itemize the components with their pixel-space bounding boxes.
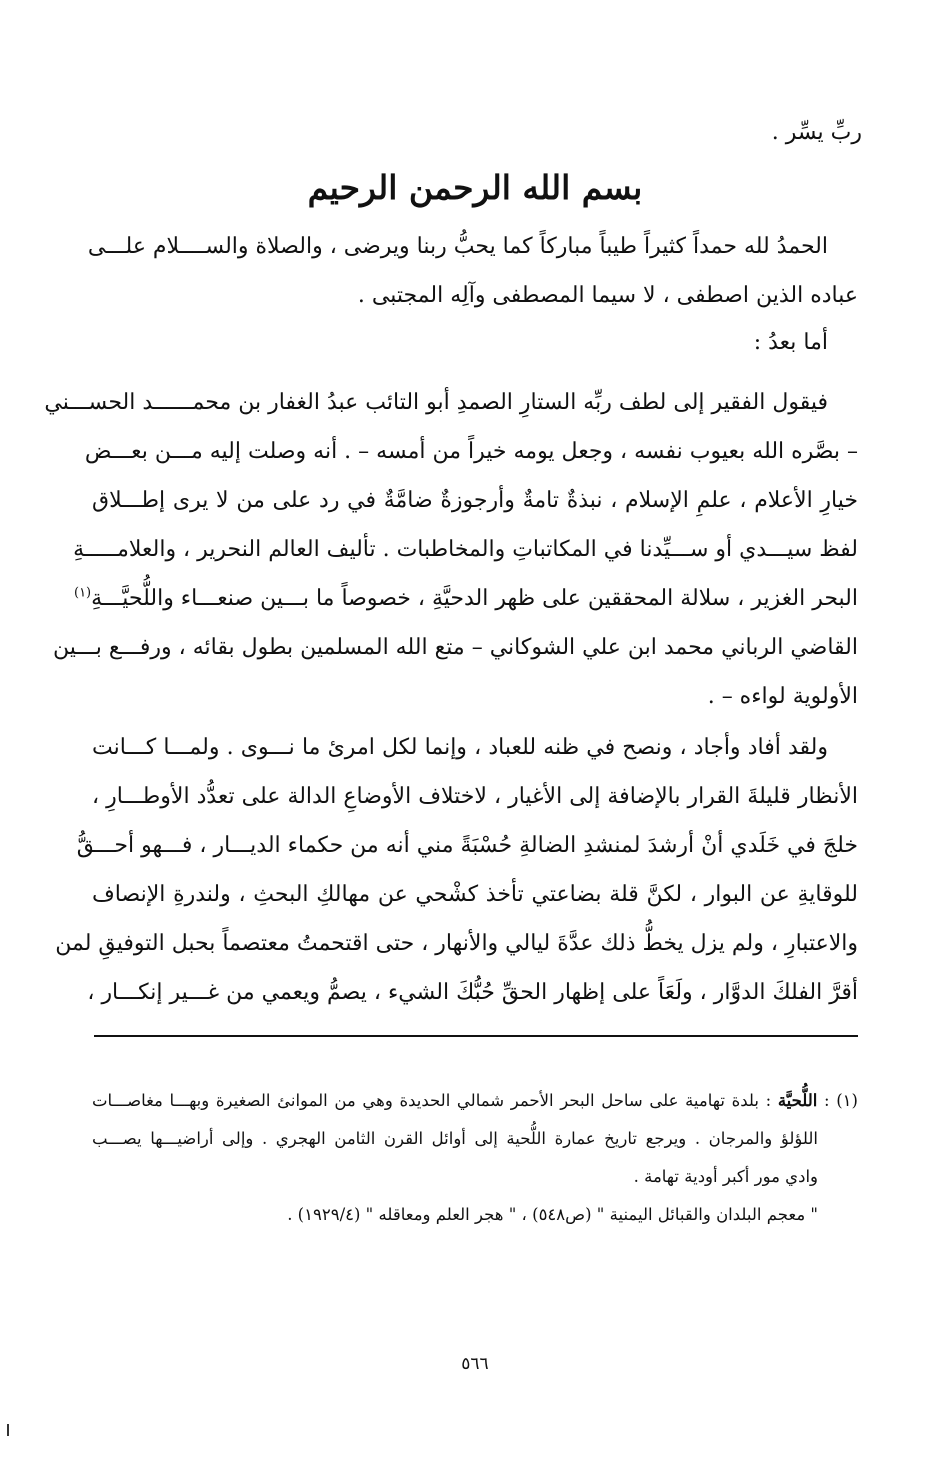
text-line: الأنظار قليلةَ القرار بالإضافة إلى الأغيار ، لاختلاف الأوضاعِ الدالة على تعدُّد الأوطـــارِ ، xyxy=(92,784,858,809)
text-line: الأولوية لواءه – . xyxy=(707,684,858,709)
footnote-line: اللؤلؤ والمرجان . ويرجع تاريخ عمارة اللُّحية إلى أوائل القرن الثامن الهجري . وإلى أراضيـــها يصـــب xyxy=(92,1129,818,1148)
opening-prayer: ربِّ يسِّر . xyxy=(771,120,862,145)
main-paragraph-2 xyxy=(55,723,858,1017)
footnote-marker[interactable]: (١) xyxy=(73,585,92,601)
text-line: ولقد أفاد وأجاد ، ونصح في ظنه للعباد ، وإنما لكل امرئ ما نـــوى . ولمـــا كـــانت xyxy=(92,735,828,760)
footnote-source: " معجم البلدان والقبائل اليمنية " (ص٥٤٨) ، " هجر العلم ومعاقله " (١٩٢٩/٤) . xyxy=(287,1205,818,1224)
text-line: الحمدُ لله حمداً كثيراً طيباً مباركاً كما يحبُّ ربنا ويرضى ، والصلاة والســــلام علـــى xyxy=(87,234,828,259)
text-line: للوقايةِ عن البوار ، لكنَّ قلة بضاعتي تأخذ كشْحي عن مهالكِ البحثِ ، ولندرةِ الإنصاف xyxy=(92,882,858,907)
page-number: ٥٦٦ xyxy=(461,1354,489,1374)
text-line: لفظ سيـــدي أو ســـيِّدنا في المكاتباتِ والمخاطبات . تأليف العالم النحرير ، والعلامـــــةِ xyxy=(73,537,858,562)
intro-paragraph xyxy=(87,222,858,320)
text-line-with-footnote xyxy=(73,574,858,623)
text-line: – بصَّره الله بعيوب نفسه ، وجعل يومه خيراً من أمسه – . أنه وصلت إليه مـــن بعـــض xyxy=(84,439,858,464)
text-line: عباده الذين اصطفى ، لا سيما المصطفى وآلِه المجتبى . xyxy=(357,283,858,308)
footnotes-section xyxy=(92,1082,858,1234)
footnote-number: (١) : xyxy=(824,1091,858,1110)
scan-mark xyxy=(7,1424,9,1436)
basmala-heading: بسم الله الرحمن الرحيم xyxy=(307,168,643,207)
text-line: أقرَّ الفلكَ الدوَّار ، ولَعَاً على إظهار الحقِّ حُبُّكَ الشيء ، يصمُّ ويعمي من غـــير إنكـــار ، xyxy=(87,980,858,1005)
footnote-line: وادي مور أكبر أودية تهامة . xyxy=(633,1167,818,1186)
footnote-term: اللُّحيَّة xyxy=(777,1091,818,1110)
text-line: خيارِ الأعلام ، علمِ الإسلام ، نبذةٌ تامةٌ وأرجوزةٌ ضامَّةٌ في رد على من لا يرى إطـــلاق xyxy=(92,488,858,513)
text-line: فيقول الفقير إلى لطف ربِّه الستارِ الصمدِ أبو التائب عبدُ الغفار بن محمــــــد الحســـني xyxy=(44,390,828,415)
footnote-text: : بلدة تهامية على ساحل البحر الأحمر شمالي الحديدة وهي من الموانئ الصغيرة وبهـــا مغاصـــات xyxy=(92,1091,772,1110)
text-line: أما بعدُ : xyxy=(753,330,828,355)
main-paragraph-1 xyxy=(44,378,858,721)
text-line: خلجَ في خَلَدي أنْ أرشدَ لمنشدِ الضالةِ حُسْبَةً مني أنه من حكماء الديـــار ، فـــهو أحـــقُّ xyxy=(76,833,858,858)
amma-bad-line xyxy=(92,318,858,367)
text-line: والاعتبارِ ، ولم يزل يخطُّ ذلك عدَّةَ ليالي والأنهار ، حتى اقتحمتُ معتصماً بحبل التوفيقِ لمن xyxy=(55,931,858,956)
footnote-separator xyxy=(94,1035,858,1037)
text-line-content: البحر الغزير ، سلالة المحققين على ظهر الدحيَّةِ ، خصوصاً ما بـــين صنعـــاء واللُّحيَّـــةِ xyxy=(91,586,858,611)
footnote-line xyxy=(92,1082,858,1120)
text-line: القاضي الرباني محمد ابن علي الشوكاني – متع الله المسلمين بطول بقائه ، ورفـــع بـــين xyxy=(53,635,858,660)
